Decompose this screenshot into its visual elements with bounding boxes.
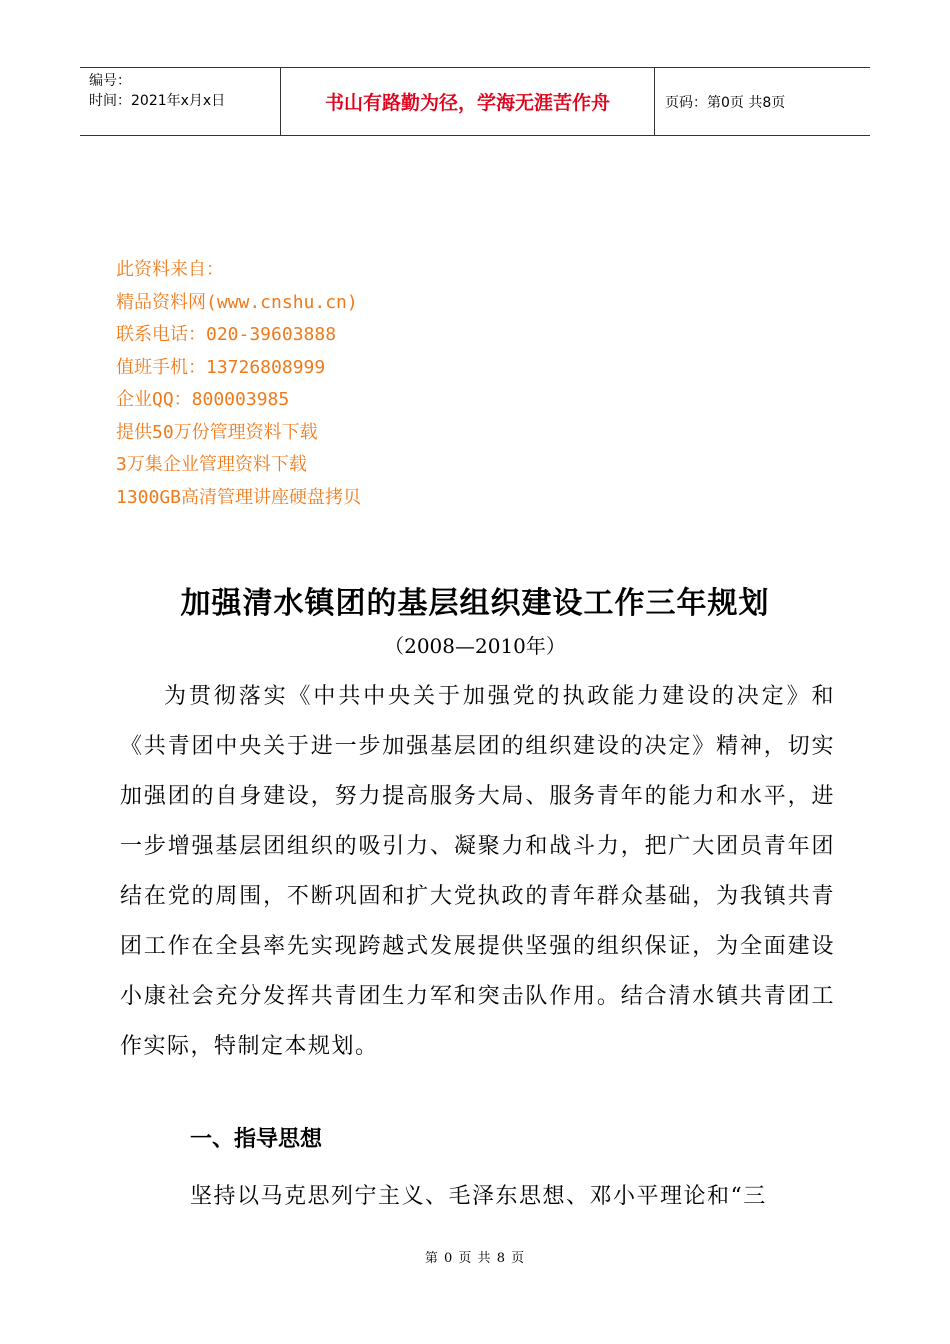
- number-label: 编号：: [89, 73, 131, 89]
- page-footer: 第 0 页 共 8 页: [424, 1251, 526, 1266]
- section-heading: 一、指导思想: [190, 1127, 323, 1152]
- header-page-cell: [655, 68, 870, 135]
- page-code: 页码：第0页 共8页: [665, 94, 786, 111]
- motto-text: 书山有路勤为径，学海无涯苦作舟: [324, 92, 610, 114]
- time-label: 时间：2021年x月x日: [89, 93, 226, 109]
- intro-paragraph: 为贯彻落实《中共中央关于加强党的执政能力建设的决定》和《共青团中央关于进一步加强基层团的组织建设的决定》精神，切实加强团的自身建设，努力提高服务大局、服务青年的能力和水平，进一步增强基层团组织的吸引力、凝聚力和战斗力，把广大团员青年团结在党的周围，不断巩固和扩大党执政的青年群众基础，为我镇共青团工作在全县率先实现跨越式发展提供坚强的组织保证，为全面建设小康社会充分发挥共青团生力军和突击队作用。结合清水镇共青团工作实际，特制定本规划。: [120, 684, 835, 1059]
- header-meta-cell: [80, 68, 281, 135]
- header-table: [80, 67, 870, 136]
- promo-line: 值班手机：13726808999: [116, 356, 326, 378]
- promo-line: 此资料来自：: [116, 259, 224, 280]
- promo-line: 联系电话：020-39603888: [116, 324, 337, 345]
- promo-line: 企业QQ：800003985: [116, 389, 290, 410]
- header-motto-cell: [281, 68, 655, 135]
- promo-block: [116, 254, 361, 514]
- document-title: 加强清水镇团的基层组织建设工作三年规划: [180, 586, 770, 621]
- promo-line: 精品资料网(www.cnshu.cn): [116, 291, 358, 313]
- document-subtitle: （2008—2010年）: [384, 634, 566, 658]
- section-paragraph: 坚持以马克思列宁主义、毛泽东思想、邓小平理论和“三: [190, 1184, 767, 1209]
- promo-line: 1300GB高清管理讲座硬盘拷贝: [116, 486, 362, 508]
- promo-line: 提供50万份管理资料下载: [116, 421, 318, 443]
- promo-line: 3万集企业管理资料下载: [116, 454, 307, 475]
